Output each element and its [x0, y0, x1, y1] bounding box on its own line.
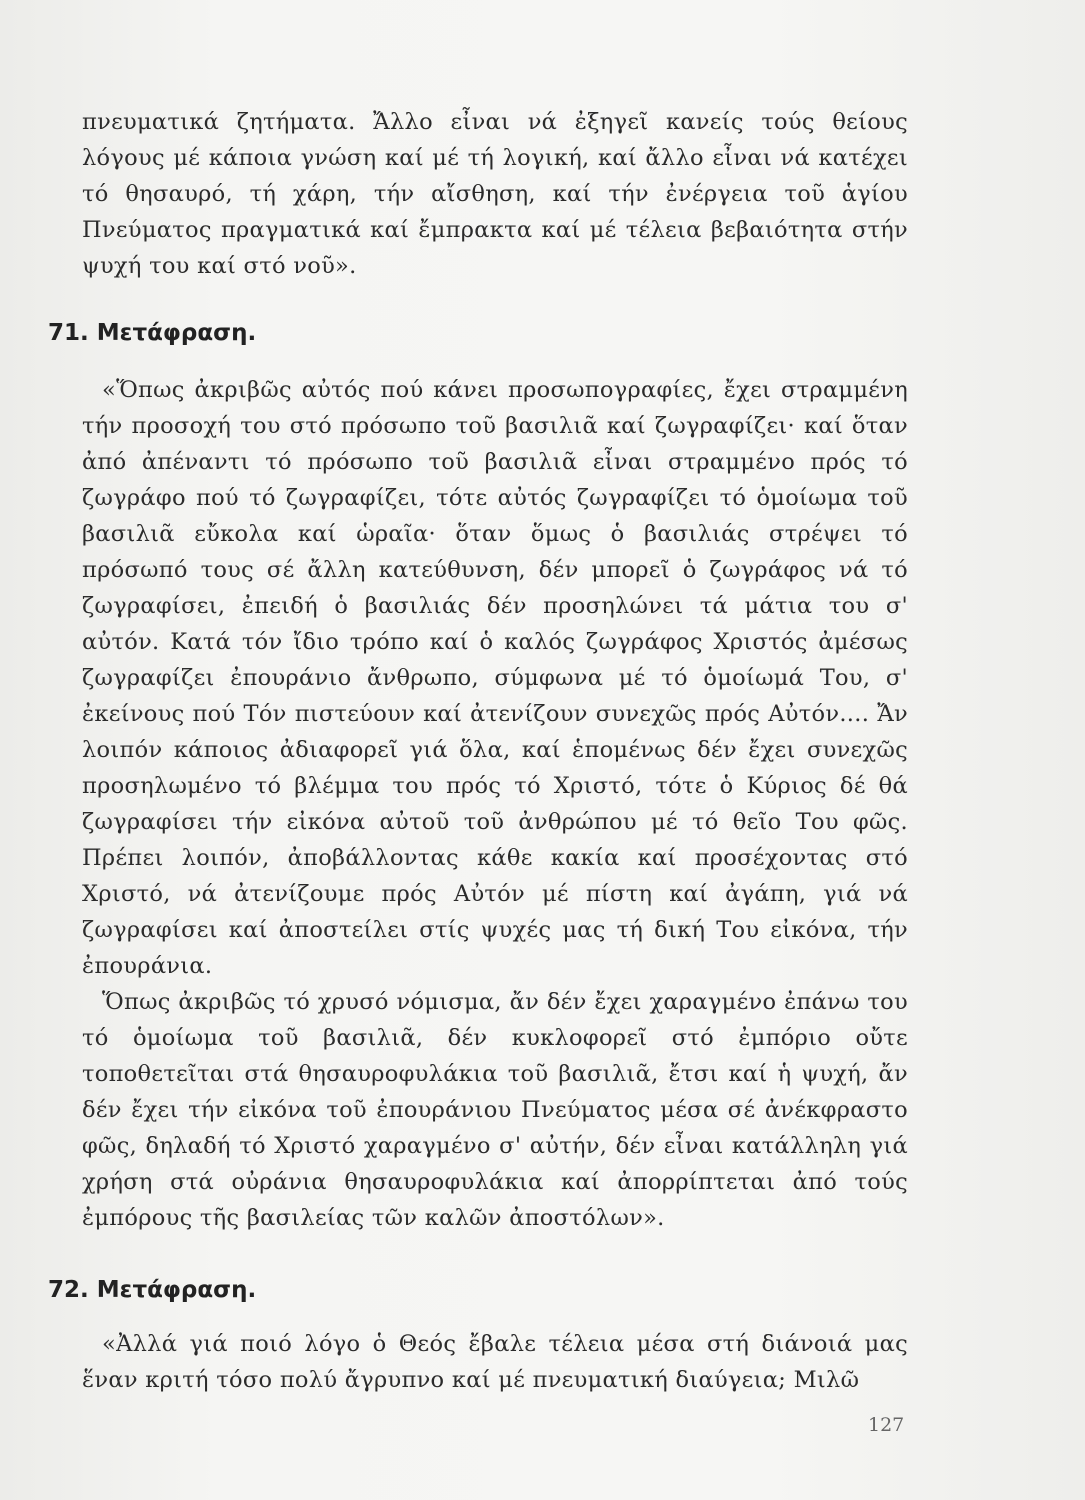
section-71-paragraph-2: Ὅπως ἀκριβῶς τό χρυσό νόμισμα, ἄν δέν ἔχει χαραγμένο ἐπάνω του τό ὁμοίωμα τοῦ βασιλιᾶ, δέν κυκλοφορεῖ στό ἐμπόριο οὔτε τοποθετεῖται στά θησαυροφυλάκια τοῦ βασιλιᾶ, ἔτσι καί ἡ ψυχή, ἄν δέν ἔχει τήν εἰκόνα τοῦ ἐπουράνιου Πνεύματος μέσα σέ ἀνέκφραστο φῶς, δηλαδή τό Χριστό χαραγμένο σ' αὐτήν, δέν εἶναι κατάλληλη γιά χρήση στά οὐράνια θησαυροφυλάκια καί ἀπορρίπτεται ἀπό τούς ἐμπόρους τῆς βασιλείας τῶν καλῶν ἀποστόλων». — [82, 989, 908, 1231]
section-71-heading: 71. Μετάφραση. — [48, 320, 257, 346]
intro-paragraph: πνευματικά ζητήματα. Ἄλλο εἶναι νά ἐξηγεῖ κανείς τούς θείους λόγους μέ κάποια γνώση καί μέ τή λογική, καί ἄλλο εἶναι νά κατέχει τό θησαυρό, τή χάρη, τήν αἴσθηση, καί τήν ἐνέργεια τοῦ ἁγίου Πνεύματος πραγματικά καί ἔμπρακτα καί μέ τέλεια βεβαιότητα στήν ψυχή του καί στό νοῦ». — [82, 109, 908, 279]
section-71-paragraph-1: «Ὅπως ἀκριβῶς αὐτός πού κάνει προσωπογραφίες, ἔχει στραμμένη τήν προσοχή του στό πρόσωπο τοῦ βασιλιᾶ καί ζωγραφίζει· καί ὅταν ἀπό ἀπέναντι τό πρόσωπο τοῦ βασιλιᾶ εἶναι στραμμένο πρός τό ζωγράφο πού τό ζωγραφίζει, τότε αὐτός ζωγραφίζει τό ὁμοίωμα τοῦ βασιλιᾶ εὔκολα καί ὡραῖα· ὅταν ὅμως ὁ βασιλιάς στρέψει τό πρόσωπό τους σέ ἄλλη κατεύθυνση, δέν μπορεῖ ὁ ζωγράφος νά τό ζωγραφίσει, ἐπειδή ὁ βασιλιάς δέν προσηλώνει τά μάτια του σ' αὐτόν. Κατά τόν ἴδιο τρόπο καί ὁ καλός ζωγράφος Χριστός ἀμέσως ζωγραφίζει ἐπουράνιο ἄνθρωπο, σύμφωνα μέ τό ὁμοίωμά Του, σ' ἐκείνους πού Τόν πιστεύουν καί ἀτενίζουν συνεχῶς πρός Αὐτόν.... Ἄν λοιπόν κάποιος ἀδιαφορεῖ γιά ὅλα, καί ἑπομένως δέν ἔχει συνεχῶς προσηλωμένο τό βλέμμα του πρός τό Χριστό, τότε ὁ Κύριος δέ θά ζωγραφίσει τήν εἰκόνα αὐτοῦ τοῦ ἀνθρώπου μέ τό θεῖο Του φῶς. Πρέπει λοιπόν, ἀποβάλλοντας κάθε κακία καί προσέχοντας στό Χριστό, νά ἀτενίζουμε πρός Αὐτόν μέ πίστη καί ἀγάπη, γιά νά ζωγραφίσει καί ἀποστείλει στίς ψυχές μας τή δική Του εἰκόνα, τήν ἐπουράνια. — [82, 377, 908, 979]
section-72-paragraph-1: «Ἀλλά γιά ποιό λόγο ὁ Θεός ἔβαλε τέλεια μέσα στή διάνοιά μας ἕναν κριτή τόσο πολύ ἄγρυπνο καί μέ πνευματική διαύγεια; Μιλῶ — [82, 1331, 908, 1393]
intro-text-block — [82, 104, 908, 284]
section-72-body — [82, 1326, 908, 1398]
page-number: 127 — [868, 1414, 905, 1436]
section-72-heading: 72. Μετάφραση. — [48, 1277, 257, 1303]
section-71-body — [82, 372, 908, 1236]
